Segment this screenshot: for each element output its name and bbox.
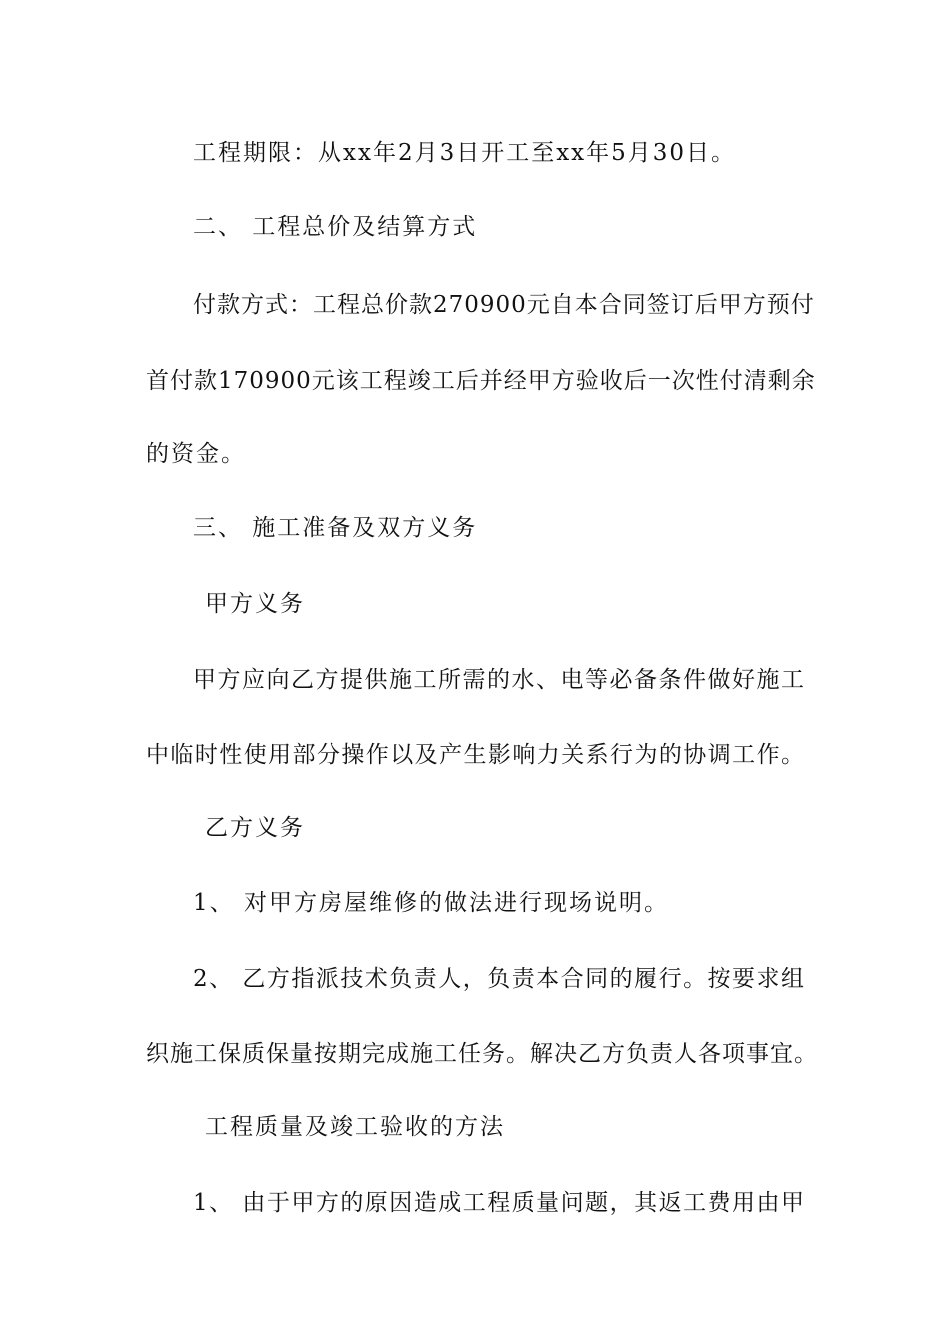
party-a-obligation-line-2: 中临时性使用部分操作以及产生影响力关系行为的协调工作。 — [146, 742, 805, 768]
section-three-heading: 三、 施工准备及双方义务 — [193, 515, 478, 541]
payment-method-line-2: 首付款170900元该工程竣工后并经甲方验收后一次性付清剩余 — [146, 368, 816, 394]
quality-acceptance-heading: 工程质量及竣工验收的方法 — [205, 1114, 505, 1140]
section-two-heading: 二、 工程总价及结算方式 — [193, 214, 478, 240]
party-b-item-1: 1、 对甲方房屋维修的做法进行现场说明。 — [193, 890, 669, 916]
party-b-item-2-line-1: 2、 乙方指派技术负责人，负责本合同的履行。按要求组 — [193, 966, 805, 992]
quality-item-1-line-1: 1、 由于甲方的原因造成工程质量问题，其返工费用由甲 — [193, 1190, 805, 1216]
payment-method-line-1: 付款方式：工程总价款270900元自本合同签订后甲方预付 — [193, 292, 815, 318]
construction-period-line: 工程期限：从xx年2月3日开工至xx年5月30日。 — [193, 140, 737, 166]
party-a-obligations-heading: 甲方义务 — [205, 591, 305, 617]
payment-method-line-3: 的资金。 — [146, 441, 246, 467]
party-b-obligations-heading: 乙方义务 — [205, 815, 305, 841]
party-b-item-2-line-2: 织施工保质保量按期完成施工任务。解决乙方负责人各项事宜。 — [146, 1041, 818, 1067]
party-a-obligation-line-1: 甲方应向乙方提供施工所需的水、电等必备条件做好施工 — [193, 667, 805, 693]
